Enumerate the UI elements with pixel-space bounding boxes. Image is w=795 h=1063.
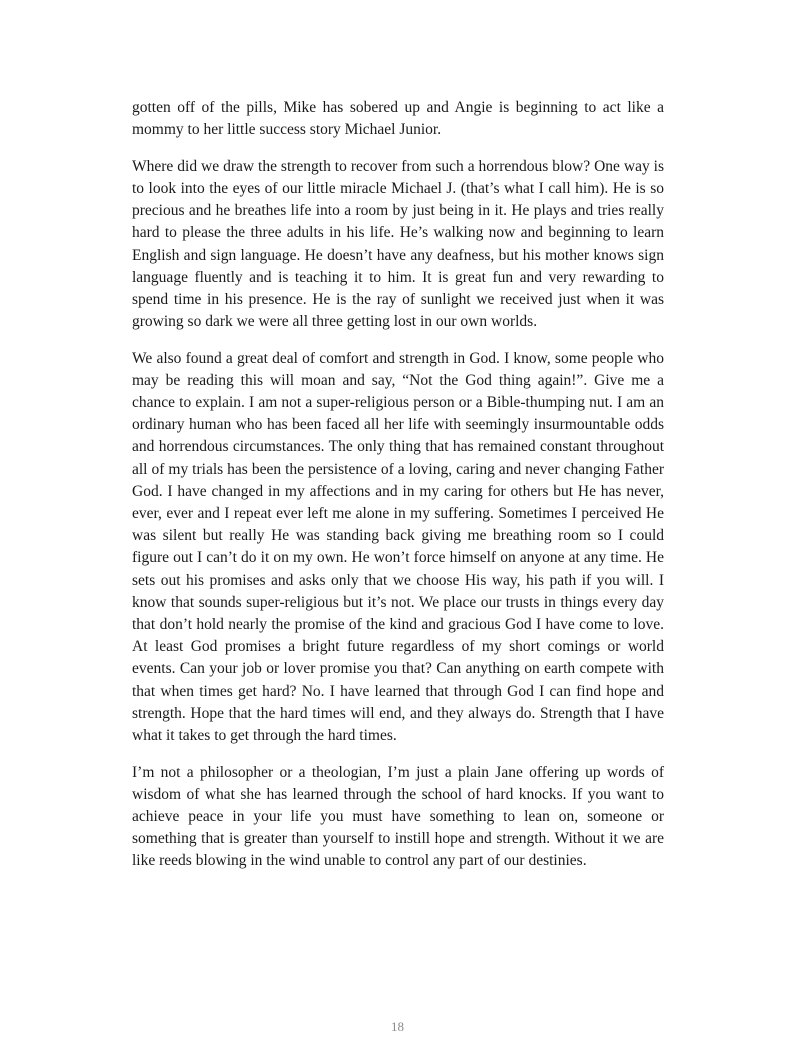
paragraph-3: We also found a great deal of comfort and strength in God. I know, some people who may be reading this will moan and say, “Not the God thing again!”. Give me a chance to explain. I am not a super-religious person or a Bible-thumping nut. I am an ordinary human who has been faced all her life with seemingly insurmountable odds and horrendous circumstances. The only thing that has remained constant throughout all of my trials has been the persistence of a loving, caring and never changing Father God. I have changed in my affections and in my caring for others but He has never, ever, ever and I repeat ever left me alone in my suffering. Sometimes I perceived He was silent but really He was standing back giving me breathing room so I could figure out I can’t do it on my own. He won’t force himself on anyone at any time. He sets out his promises and asks only that we choose His way, his path if you will. I know that sounds super-religious but it’s not. We place our trusts in things every day that don’t hold nearly the promise of the kind and gracious God I have come to love. At least God promises a bright future regardless of my short comings or world events. Can your job or lover promise you that? Can anything on earth compete with that when times get hard? No. I have learned that through God I can find hope and strength. Hope that the hard times will end, and they always do. Strength that I have what it takes to get through the hard times.: [132, 349, 664, 745]
paragraph-2: Where did we draw the strength to recover from such a horrendous blow? One way is to look into the eyes of our little miracle Michael J. (that’s what I call him). He is so precious and he breathes life into a room by just being in it. He plays and tries really hard to please the three adults in his life. He’s walking now and beginning to learn English and sign language. He doesn’t have any deafness, but his mother knows sign language fluently and is teaching it to him. It is great fun and very rewarding to spend time in his presence. He is the ray of sunlight we received just when it was growing so dark we were all three getting lost in our own worlds.: [132, 157, 664, 331]
body-text: [132, 97, 664, 887]
paragraph-4: I’m not a philosopher or a theologian, I’m just a plain Jane offering up words of wisdom of what she has learned through the school of hard knocks. If you want to achieve peace in your life you must have something to lean on, someone or something that is greater than yourself to instill hope and strength. Without it we are like reeds blowing in the wind unable to control any part of our destinies.: [132, 763, 664, 870]
paragraph-1: gotten off of the pills, Mike has sobered up and Angie is beginning to act like a mommy to her little success story Michael Junior.: [132, 99, 664, 139]
page-number: 18: [391, 1019, 404, 1034]
